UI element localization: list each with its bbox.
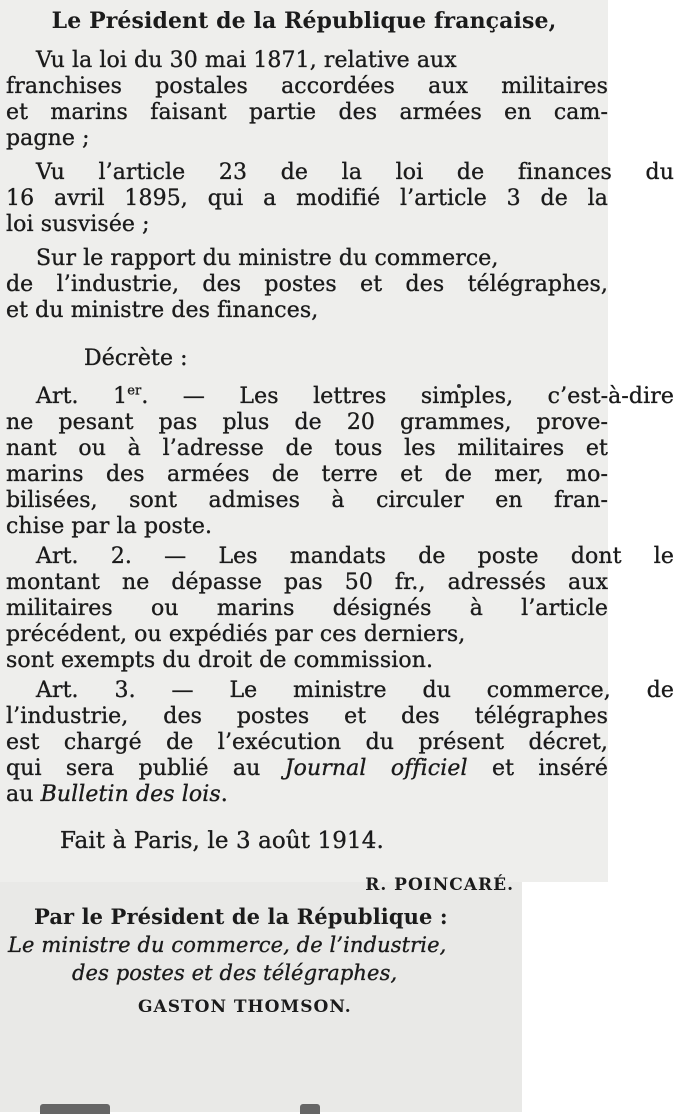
minister-name: GASTON THOMSON.: [138, 997, 352, 1017]
art2-line-5: sont exempts du droit de commission.: [6, 648, 434, 673]
sur-rapport-line-2: de l’industrie, des postes et des télégraphes,: [6, 272, 608, 297]
preamble-president: Le Président de la République française,: [51, 8, 557, 34]
art1-first-text: . — Les lettres simples, c’est-à-dire: [141, 384, 674, 409]
signature-poincare: R. POINCARÉ.: [365, 875, 514, 895]
art2-line-2: montant ne dépasse pas 50 fr., adressés aux: [6, 570, 608, 595]
art3-line-3: est chargé de l’exécution du présent décret,: [6, 730, 608, 755]
minister-title-line-1: Le ministre du commerce, de l’industrie,: [8, 933, 447, 957]
art3-line-1: Art. 3. — Le ministre du commerce, de: [36, 678, 674, 703]
art1-label: Art. 1: [36, 384, 128, 409]
art2-line-4: précédent, ou expédiés par ces derniers,: [6, 622, 466, 647]
art3-line-2: l’industrie, des postes et des télégraphes: [6, 704, 608, 729]
art2-line-1: Art. 2. — Les mandats de poste dont le: [36, 544, 674, 569]
decrete-heading: Décrète :: [84, 346, 188, 371]
par-le-president: Par le Président de la République :: [34, 904, 448, 929]
art3-line-4: [0, 756, 608, 782]
sur-rapport-line-1: Sur le rapport du ministre du commerce,: [36, 246, 499, 271]
art1-line-5: bilisées, sont admises à circuler en fran-: [6, 488, 608, 513]
art1-superscript: er: [127, 383, 142, 399]
vu-article-line-1: Vu l’article 23 de la loi de finances du: [36, 160, 674, 185]
art3-line-4-pre: qui sera publié au: [6, 756, 285, 781]
vu-loi-line-2: franchises postales accordées aux militaires: [6, 74, 608, 99]
journal-officiel-italic: Journal officiel: [284, 756, 468, 781]
vu-loi-line-1: [0, 48, 608, 74]
vu-article-line-2: 16 avril 1895, qui a modifié l’article 3 de la: [6, 186, 608, 211]
art3-line-5: [0, 782, 608, 808]
fait-a-paris-date: Fait à Paris, le 3 août 1914.: [60, 828, 384, 854]
cropped-next-line-fragment: [0, 1100, 522, 1112]
sur-rapport-line-3: et du ministre des finances,: [6, 298, 319, 323]
vu-loi-line-4: pagne ;: [6, 126, 90, 151]
art1-line-2: ne pesant pas plus de 20 grammes, prove-: [6, 410, 608, 435]
art3-line-5-pre: au: [6, 782, 41, 807]
art1-line-6: chise par la poste.: [6, 514, 213, 539]
art3-line-4-post: et inséré: [467, 756, 608, 781]
art3-line-5-post: .: [220, 782, 228, 807]
art1-line-3: nant ou à l’adresse de tous les militaires et: [6, 436, 608, 461]
minister-title-line-2: des postes et des télégraphes,: [72, 961, 398, 985]
vu-loi-line-1-text: Vu la loi du 30 mai 1871, relative aux: [36, 48, 457, 73]
art1-line-4: marins des armées de terre et de mer, mo-: [6, 462, 608, 487]
art2-line-3: militaires ou marins désignés à l’article: [6, 596, 608, 621]
art1-line-1: [0, 383, 674, 410]
vu-article-line-3: loi susvisée ;: [6, 212, 150, 237]
vu-loi-line-3: et marins faisant partie des armées en cam-: [6, 100, 608, 125]
bulletin-des-lois-italic: Bulletin des lois: [40, 782, 221, 807]
